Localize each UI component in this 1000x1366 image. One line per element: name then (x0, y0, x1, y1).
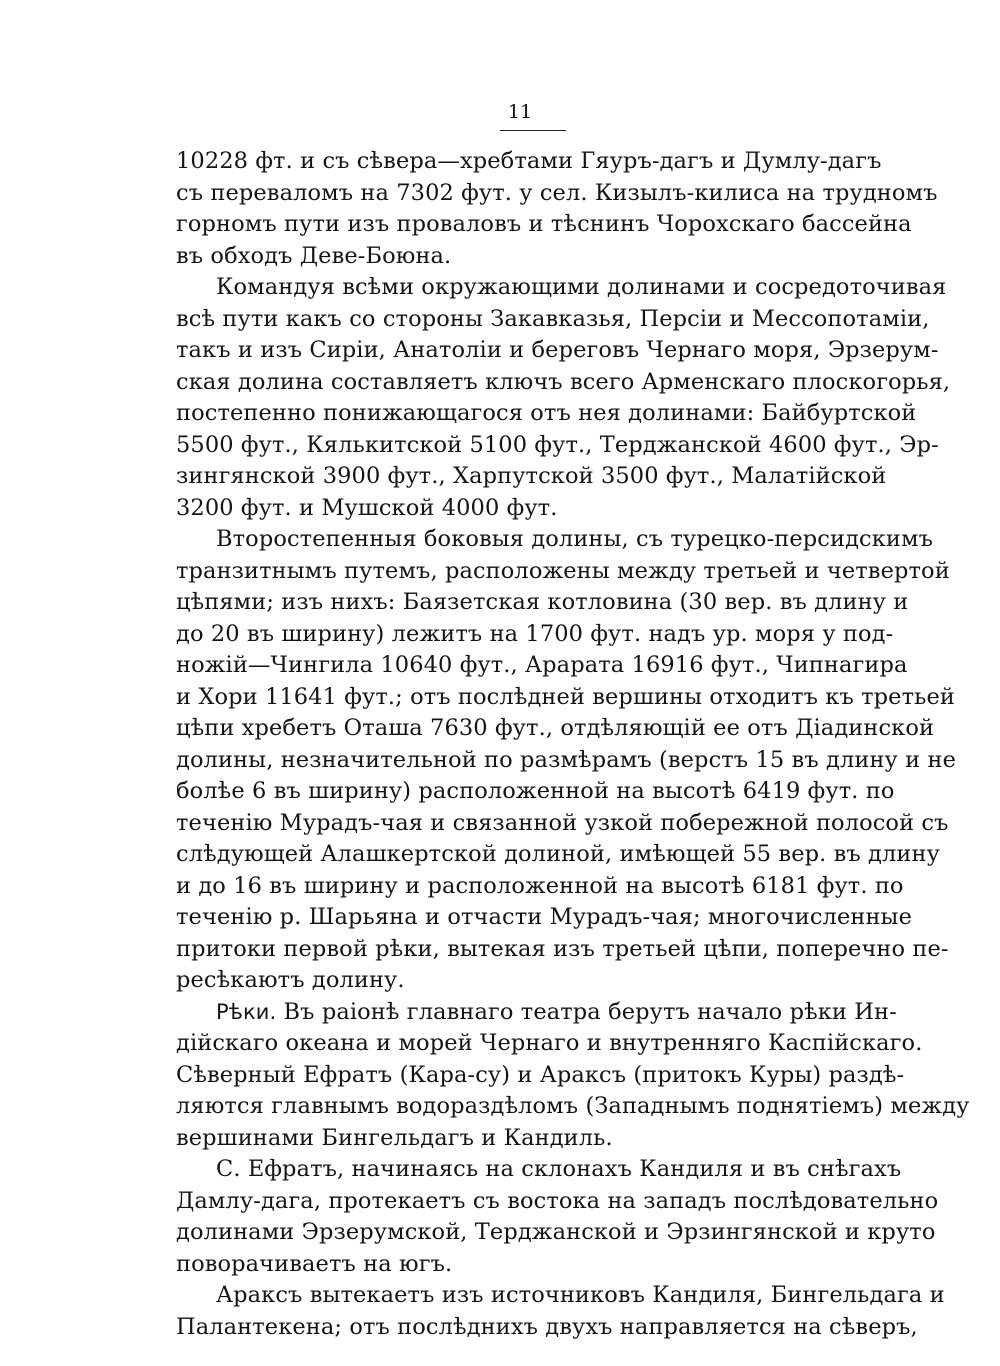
paragraph-3 (176, 524, 956, 997)
section-heading: Рѣки. (216, 999, 277, 1024)
text-line: теченію р. Шарьяна и отчасти Мурадъ-чая; многочисленные (176, 904, 912, 930)
text-line: притоки первой рѣки, вытекая изъ третьей цѣпи, поперечно пе- (176, 935, 949, 962)
text-line: ножій—Чингила 10640 фут., Арарата 16916 фут., Чипнагира (176, 652, 908, 678)
text-line: постепенно понижающагося отъ нея долинами: Байбуртской (176, 400, 917, 426)
text-line: Палантекена; отъ послѣднихъ двухъ направляется на сѣверъ, (176, 1313, 918, 1340)
text-line: до 20 въ ширину) лежитъ на 1700 фут. надъ ур. моря у под- (176, 620, 894, 647)
paragraph-5 (176, 1154, 939, 1280)
text-line: болѣе 6 въ ширину) расположенной на высотѣ 6419 фут. по (176, 778, 895, 804)
text-line: такъ и изъ Сиріи, Анатоліи и береговъ Чернаго моря, Эрзерум- (176, 337, 939, 363)
paragraph-6 (176, 1280, 945, 1343)
page-number: 11 (507, 101, 533, 123)
text-line: Араксъ вытекаетъ изъ источниковъ Кандиля, Бингельдага и (216, 1282, 945, 1308)
text-line: долинами Эрзерумской, Терджанской и Эрзингянской и круто (176, 1219, 936, 1245)
text-line: теченію Мурадъ-чая и связанной узкой побережной полосой съ (176, 809, 949, 836)
text-line: Сѣверный Ефратъ (Кара-су) и Араксъ (притокъ Куры) раздѣ- (176, 1061, 905, 1088)
text-line: цѣпями; изъ нихъ: Баязетская котловина (30 вер. въ длину и (176, 589, 909, 615)
text-line: ская долина составляетъ ключъ всего Арменскаго плоскогорья, (176, 368, 951, 395)
text-line: ляются главнымъ водораздѣломъ (Западнымъ поднятіемъ) между (176, 1093, 970, 1119)
text-line: 10228 фт. и съ сѣвера—хребтами Гяуръ-дагъ и Думлу-дагъ (176, 148, 882, 174)
text-line: долины, незначительной по размѣрамъ (верстъ 15 въ длину и не (176, 746, 956, 773)
text-line: транзитнымъ путемъ, расположены между третьей и четвертой (176, 557, 950, 584)
text-line: ресѣкаютъ долину. (176, 967, 405, 993)
paragraph-2 (176, 272, 951, 524)
text-line: цѣпи хребетъ Оташа 7630 фут., отдѣляющій ее отъ Діадинской (176, 715, 935, 741)
text-line: зингянской 3900 фут., Харпутской 3500 фут., Малатійской (176, 463, 887, 489)
text-line: С. Ефратъ, начинаясь на склонахъ Кандиля и въ снѣгахъ (216, 1156, 902, 1182)
text-line: Дамлу-дага, протекаетъ съ востока на западъ послѣдовательно (176, 1187, 939, 1214)
text-line: горномъ пути изъ проваловъ и тѣснинъ Чорохскаго бассейна (176, 211, 912, 237)
paragraph-4 (176, 997, 970, 1155)
text-run: Въ раіонѣ главнаго театра берутъ начало рѣки Ин- (276, 998, 897, 1025)
text-line: дійскаго океана и морей Чернаго и внутренняго Каспійскаго. (176, 1030, 923, 1056)
text-line: и Хори 11641 фут.; отъ послѣдней вершины отходитъ къ третьей (176, 683, 956, 710)
text-line: вершинами Бингельдагъ и Кандиль. (176, 1124, 613, 1151)
text-line: Второстепенныя боковыя долины, съ турецко-персидскимъ (216, 526, 934, 552)
text-line: съ переваломъ на 7302 фут. у сел. Кизылъ-килиса на трудномъ (176, 179, 938, 206)
text-line: Командуя всѣми окружающими долинами и сосредоточивая (216, 274, 947, 300)
text-line (176, 997, 897, 1029)
header-rule (500, 130, 566, 131)
text-line: 3200 фут. и Мушской 4000 фут. (176, 494, 558, 521)
text-line: поворачиваетъ на югъ. (176, 1250, 453, 1277)
paragraph-1 (176, 146, 938, 272)
text-line: 5500 фут., Кялькитской 5100 фут., Терджанской 4600 фут., Эр- (176, 431, 939, 458)
text-line: слѣдующей Алашкертской долиной, имѣющей 55 вер. въ длину (176, 841, 940, 867)
body-text (176, 146, 970, 1343)
text-line: въ обходъ Деве-Боюна. (176, 242, 452, 269)
text-line: всѣ пути какъ со стороны Закавказья, Персіи и Мессопотаміи, (176, 305, 930, 332)
text-line: и до 16 въ ширину и расположенной на высотѣ 6181 фут. по (176, 872, 904, 899)
